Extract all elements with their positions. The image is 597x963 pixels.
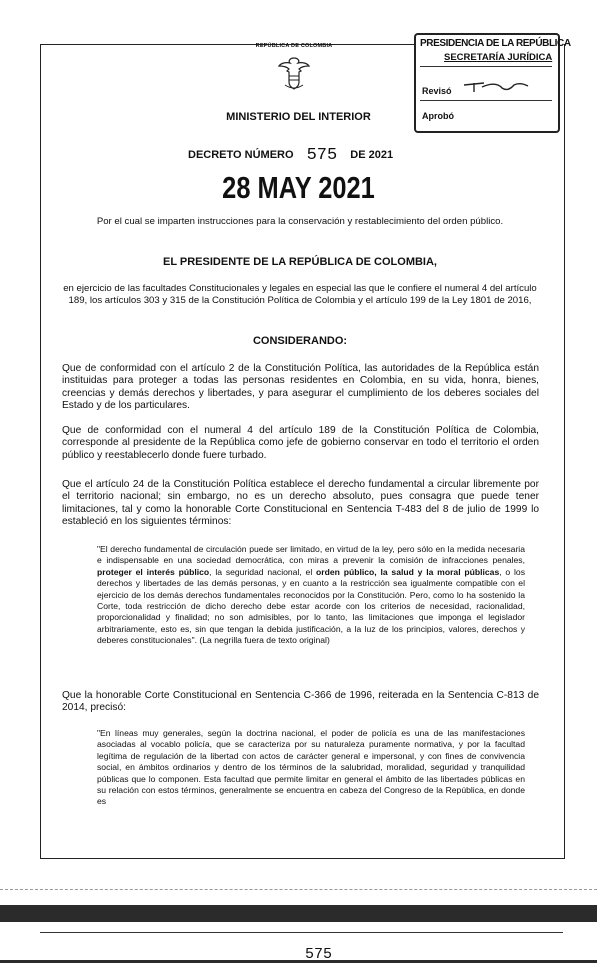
president-heading: EL PRESIDENTE DE LA REPÚBLICA DE COLOMBIA, (162, 256, 437, 268)
decree-number-line (188, 146, 393, 165)
quote-sentencia-c366: "En líneas muy generales, según la doctrina nacional, el poder de policía es una de las manifestaciones asociadas al vocablo policía, que se caracteriza por su naturaleza puramente normativa, y por la facultad legítima de regulación de la libertad con actos de carácter general e impersonal, y con fines de convivencia social, en ámbitos ordinarios y dentro de los términos de la salubridad, moralidad, seguridad y tranquilidad públicas que lo componen. Esta facultad que permite limitar en general el ámbito de las libertades públicas en su relación con estos términos, generalmente se encuentra en cabeza del Congreso de la República, en donde es (97, 728, 525, 807)
paragraph-2: Que de conformidad con el numeral 4 del artículo 189 de la Constitución Política de Colombia, corresponde al presidente de la República como jefe de gobierno conservar en todo el territorio el orden público y reestablecerlo donde fuere turbado. (62, 425, 539, 461)
quote-text: , o los derechos y libertades de las demás personas, y en cuanto a la restricción sea igualmente compatible con el ejercicio de los demás derechos fundamentales reconocidos por la Constitución. Pero, como lo ha sostenido la Corte, toda restricción de dicho derecho debe estar acorde con los criterios de necesidad, racionalidad, proporcionalidad y finalidad; no son admisibles, por lo tanto, las limitaciones que imponga el legislador arbitrariamente, esto es, sin que tengan la debida justificación, a la luz de los principios, valores, derechos y deberes constitucionales". (La negrilla fuera de texto original) (97, 566, 525, 646)
page-separator (0, 889, 597, 890)
decree-year: DE 2021 (350, 149, 394, 161)
quote-sentencia-t483 (97, 544, 525, 647)
decree-prefix: DECRETO NÚMERO (188, 149, 294, 161)
stamp-line-1: PRESIDENCIA DE LA REPÚBLICA (420, 38, 571, 49)
decree-number: 575 (306, 146, 338, 165)
next-page-number: 575 (305, 946, 333, 963)
paragraph-3: Que el artículo 24 de la Constitución Política establece el derecho fundamental a circular libremente por el territorio nacional; sin embargo, no es un derecho absoluto, pues consagra que puede tener limitaciones, tal y como la honorable Corte Constitucional en Sentencia T-483 del 8 de julio de 1999 lo estableció en los siguientes términos: (62, 479, 539, 528)
quote-bold: orden público, la salud y la moral públicas (316, 566, 500, 577)
next-page (0, 922, 597, 963)
stamp-aprobo-label: Aprobó (422, 111, 454, 121)
considerando-heading: CONSIDERANDO: (252, 335, 348, 347)
ministry-name: MINISTERIO DEL INTERIOR (226, 111, 371, 123)
paragraph-4: Que la honorable Corte Constitucional en Sentencia C-366 de 1996, reiterada en la Sentencia C-813 de 2014, precisó: (62, 690, 539, 714)
coat-of-arms-icon (276, 55, 312, 91)
stamp-reviso-label: Revisó (422, 86, 452, 96)
quote-text: "El derecho fundamental de circulación puede ser limitado, en virtud de la ley, pero sólo en la medida necesaria e indispensable en una sociedad democrática, con miras a prevenir la comisión de infracciones penales, (97, 544, 525, 566)
decree-date: 28 MAY 2021 (222, 170, 375, 205)
stamp-divider (420, 66, 552, 67)
decree-subtitle: Por el cual se imparten instrucciones para la conservación y restablecimiento del orden público. (96, 216, 504, 227)
powers-text: en ejercicio de las facultades Constitucionales y legales en especial las que le confiere el numeral 4 del artículo 189, los artículos 303 y 315 de la Constitución Política de Colombia y el artículo 199 de la Ley 1801 de 2016, (63, 283, 537, 307)
stamp-line-2: SECRETARÍA JURÍDICA (444, 52, 553, 63)
crest-label: REPÚBLICA DE COLOMBIA (255, 43, 333, 49)
paragraph-1: Que de conformidad con el artículo 2 de la Constitución Política, las autoridades de la República están instituidas para proteger a todas las personas residentes en Colombia, en su vida, honra, bienes, creencias y demás derechos y libertades, y para asegurar el cumplimiento de los deberes sociales del Estado y de los particulares. (62, 363, 539, 412)
next-page-border (40, 932, 563, 933)
stamp-divider (420, 100, 552, 101)
signature-initials (462, 79, 532, 95)
quote-bold: proteger el interés público (97, 566, 210, 577)
quote-text: , la seguridad nacional, el (209, 566, 317, 577)
